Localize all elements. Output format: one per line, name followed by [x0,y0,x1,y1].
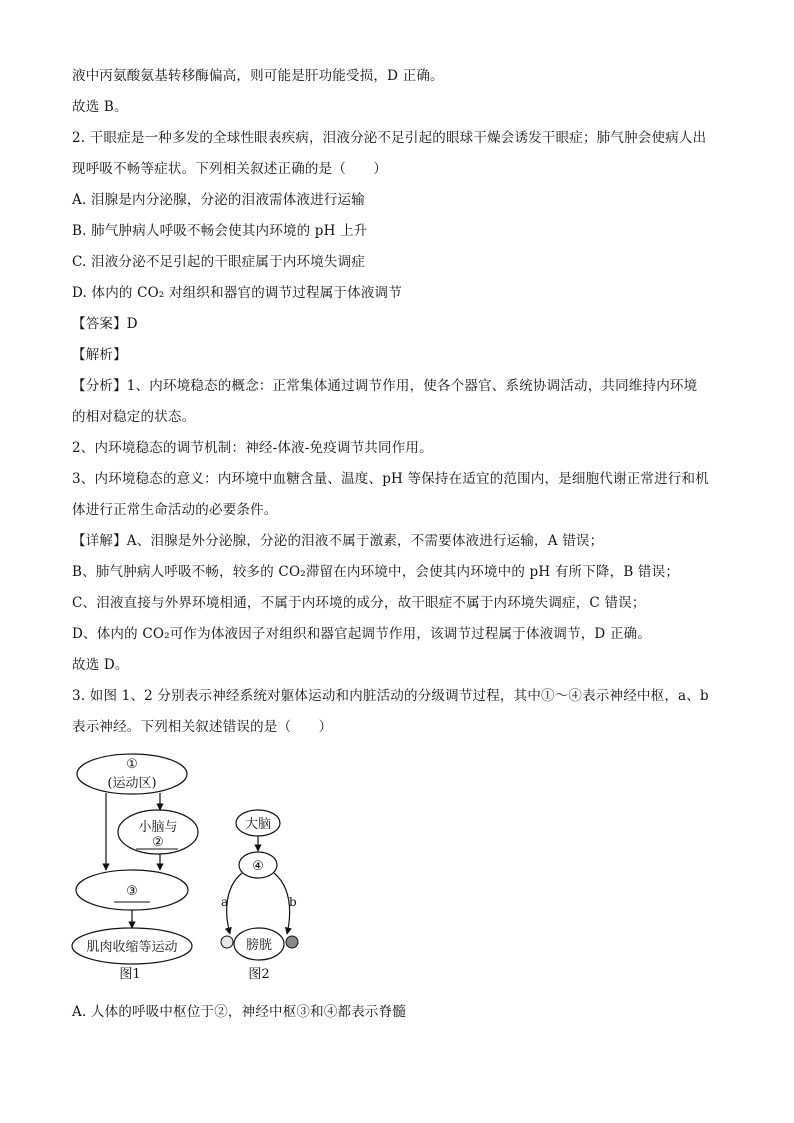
text-line: 的相对稳定的状态。 [72,409,196,425]
question-3-stem: 3. 如图 1、2 分别表示神经系统对躯体运动和内脏活动的分级调节过程，其中①～④表示神经中枢，a、b [72,688,709,704]
node-2-number: ② [152,835,164,850]
text-line: C、泪液直接与外界环境相通，不属于内环境的成分，故干眼症不属于内环境失调症，C 错误； [72,595,646,611]
text-line: 【分析】1、内环境稳态的概念：正常集体通过调节作用，使各个器官、系统协调活动，共同维持内环境 [72,378,698,394]
text-line: 故选 D。 [72,657,129,673]
center-4-number: ④ [252,859,264,874]
node-3-number: ③ [126,884,138,899]
open-circle-icon [221,936,233,948]
figure-1 [72,754,198,982]
node-1-number: ① [126,757,138,772]
text-line: 2、内环境稳态的调节机制：神经-体液-免疫调节共同作用。 [72,440,433,456]
text-line: 表示神经。下列相关叙述错误的是（ ） [72,719,333,735]
node-4-label: 肌肉收缩等运动 [86,940,178,955]
text-line: D、体内的 CO₂可作为体液因子对组织和器官起调节作用，该调节过程属于体液调节，D 正确。 [72,626,652,642]
filled-circle-icon [286,936,298,948]
text-line: B、肺气肿病人呼吸不畅，较多的 CO₂滞留在内环境中，会使其内环境中的 pH 有所下降，B 错误； [72,564,680,580]
option-b: B. 肺气肿病人呼吸不畅会使其内环境的 pH 上升 [72,223,368,239]
nerve-b-label: b [289,895,297,909]
text-line: 液中丙氨酸氨基转移酶偏高，则可能是肝功能受损，D 正确。 [72,68,444,84]
option-d: D. 体内的 CO₂ 对组织和器官的调节过程属于体液调节 [72,285,402,301]
nervous-system-diagram [70,752,340,992]
text-line: 故选 B。 [72,99,128,115]
node-1-label: (运动区) [107,776,157,791]
analysis-label: 【解析】 [72,347,127,363]
option-c: C. 泪液分泌不足引起的干眼症属于内环境失调症 [72,254,366,270]
question-3-option-a: A. 人体的呼吸中枢位于②，神经中枢③和④都表示脊髓 [72,1004,407,1020]
question-2-stem: 2. 干眼症是一种多发的全球性眼表疾病，泪液分泌不足引起的眼球干燥会诱发干眼症；肺气肿会使病人出 [72,130,707,146]
figure-1-caption: 图1 [119,967,141,982]
text-line: 【详解】A、泪腺是外分泌腺，分泌的泪液不属于激素，不需要体液进行运输，A 错误； [72,533,604,549]
bladder-label: 膀胱 [245,938,273,953]
answer-label: 【答案】D [72,316,138,332]
option-a: A. 泪腺是内分泌腺，分泌的泪液需体液进行运输 [72,192,365,208]
text-line: 3、内环境稳态的意义：内环境中血糖含量、温度、pH 等保持在适宜的范围内，是细胞代谢正常进行和机 [72,471,709,487]
figure-2-caption: 图2 [248,967,270,982]
text-line: 体进行正常生命活动的必要条件。 [72,502,278,518]
text-line: 现呼吸不畅等症状。下列相关叙述正确的是（ ） [72,161,388,177]
nerve-a-label: a [221,895,229,909]
node-2-label: 小脑与 [138,820,178,835]
brain-label: 大脑 [244,817,272,832]
figure-2 [221,810,298,982]
